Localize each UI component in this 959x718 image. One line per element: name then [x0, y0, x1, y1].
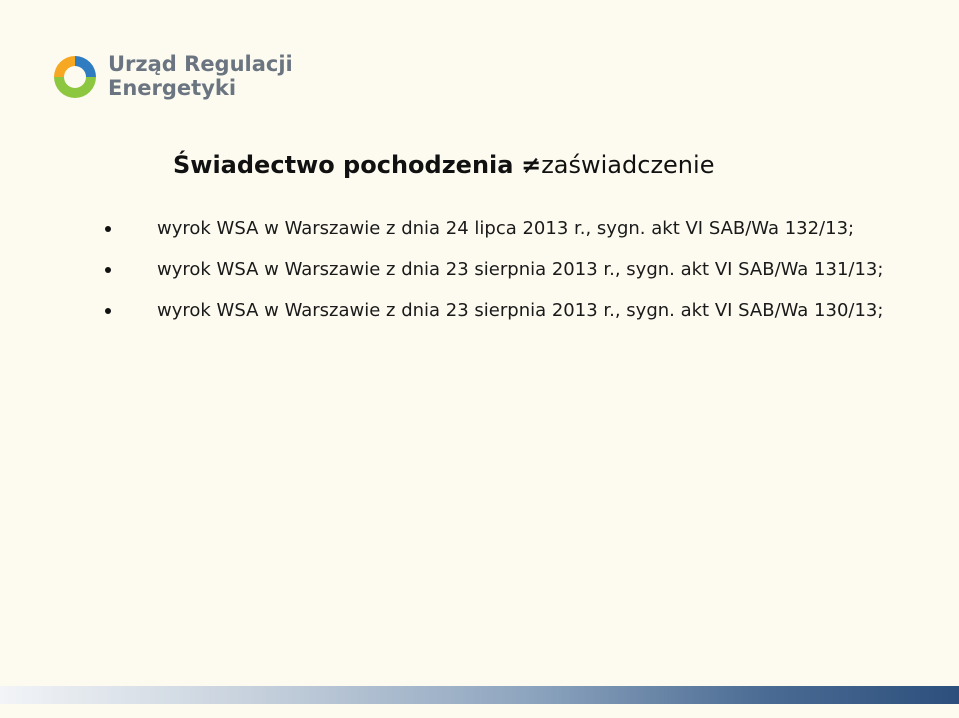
- bullet-text: wyrok WSA w Warszawie z dnia 23 sierpnia 2013 r., sygn. akt VI SAB/Wa 130/13;: [157, 300, 884, 321]
- footer-gradient-bar: [0, 686, 959, 704]
- title-part1: Świadectwo pochodzenia: [173, 151, 514, 179]
- bullet-text: wyrok WSA w Warszawie z dnia 24 lipca 2013 r., sygn. akt VI SAB/Wa 132/13;: [157, 218, 855, 239]
- bullet-text: wyrok WSA w Warszawie z dnia 23 sierpnia 2013 r., sygn. akt VI SAB/Wa 131/13;: [157, 259, 884, 280]
- bullet-dot-icon: [105, 226, 111, 232]
- list-item: [105, 212, 905, 245]
- ure-logo-mark-icon: [50, 52, 100, 102]
- ure-logo-text: [108, 52, 293, 100]
- ure-logo-line1: Urząd Regulacji: [108, 52, 293, 76]
- list-item: [105, 253, 905, 286]
- bullet-dot-icon: [105, 267, 111, 273]
- ure-logo: [50, 50, 293, 106]
- not-equal-symbol: ≠: [521, 151, 542, 179]
- ure-logo-line2: Energetyki: [108, 76, 237, 100]
- bullet-dot-icon: [105, 308, 111, 314]
- slide-title: [173, 151, 714, 179]
- bullet-list: [105, 212, 905, 335]
- title-part2: zaświadczenie: [541, 151, 715, 179]
- list-item: [105, 294, 905, 327]
